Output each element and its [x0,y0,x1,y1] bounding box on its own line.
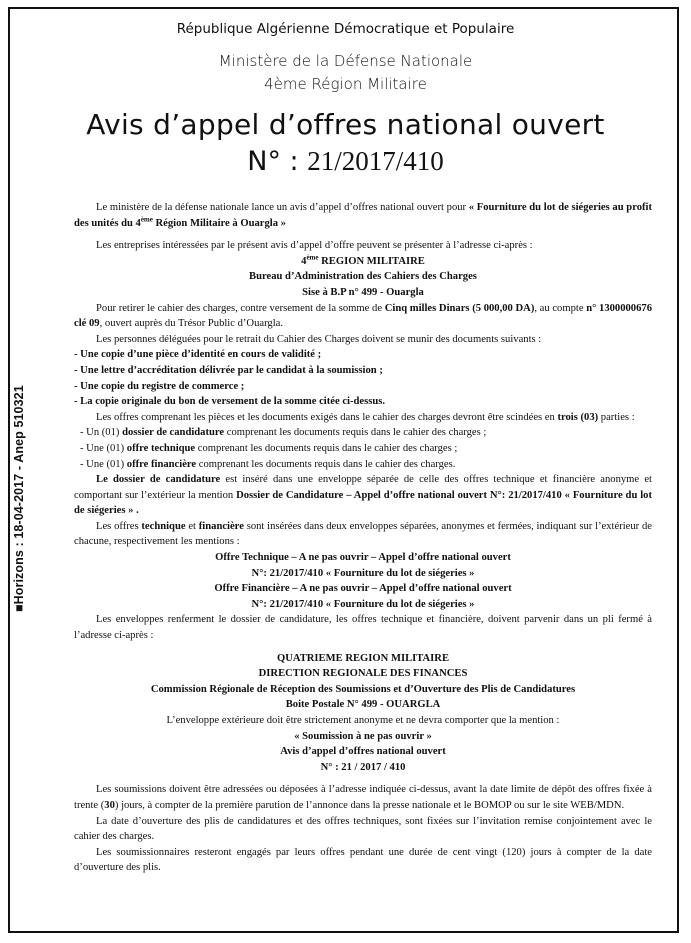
offers-paragraph: Les offres comprenant les pièces et les documents exigés dans le cahier des charges devront être scindées en trois (03) parties : [96,411,635,423]
notice-number-value: 21/2017/410 [307,146,444,176]
document-item: - La copie originale du bon de versement de la somme citée ci-dessus. [74,396,386,408]
invitation-paragraph: Les entreprises intéressées par le présent avis d’appel d’offre peuvent se présenter à l’adresse ci-après : [96,240,533,252]
republic-heading: République Algérienne Démocratique et Populaire [176,21,515,37]
mention-line-2: Avis d’appel d’offres national ouvert [280,746,446,758]
validity-paragraph: Les soumissionnaires resteront engagés par leurs offres pendant une durée de cent vingt (120) jours à compter de la date d’ouverture des plis. [74,846,652,874]
part-item: - Un (01) dossier de candidature comprenant les documents requis dans le cahier des charges ; [80,427,487,439]
envelope-instruction: L’enveloppe extérieure doit être strictement anonyme et ne devra comporter que la mention : [166,715,560,726]
side-publication-label: ■Horizons : 18-04-2017 - Anep 510321 [12,385,26,612]
financial-offer-mention: Offre Financière – A ne pas ouvrir – Appel d’offre national ouvert [214,583,512,595]
delivery-address-1: QUATRIEME REGION MILITAIRE [276,652,450,664]
delivery-address-3: Commission Régionale de Réception des Soumissions et d’Ouverture des Plis de Candidatures [150,683,576,695]
candidature-paragraph: Le dossier de candidature est inséré dans une enveloppe séparée de celle des offres technique et financière anonyme et comportant sur l’extérieur la mention Dossier de Candidature – Appel d’offre national ouvert N°: 21/2017/410 « Fourniture du lot de siégeries » . [74,474,652,517]
technical-offer-mention: Offre Technique – A ne pas ouvrir – Appel d’offre national ouvert [215,552,511,564]
opening-date-paragraph: La date d’ouverture des plis de candidatures et des offres techniques, sont fixées sur l’invitation remise conjointement avec le cahier des charges. [74,815,652,843]
technical-offer-number: N°: 21/2017/410 « Fourniture du lot de siégeries » [251,567,475,579]
delivery-address-4: Boite Postale N° 499 - OUARGLA [285,699,441,711]
payment-paragraph: Pour retirer le cahier des charges, contre versement de la somme de Cinq milles Dinars (5 000,00 DA), au compte n° 1300000676 clé 09, ouvert auprès du Trésor Public d’Ouargla. [74,302,652,330]
address-line-1: 4ème REGION MILITAIRE [301,253,425,267]
ministry-heading: Ministère de la Défense Nationale [218,52,473,70]
document-item: - Une copie du registre de commerce ; [74,380,245,392]
address-line-3: Sise à B.P n° 499 - Ouargla [302,286,424,298]
intro-paragraph: Le ministère de la défense nationale lance un avis d’appel d’offres national ouvert pour « Fourniture du lot de siégeries au profit des unités du 4ème Région Militaire à Ouargla » [74,202,652,229]
notice-title: Avis d’appel d’offres national ouvert [86,108,605,141]
notice-number-prefix: N° : [247,146,308,177]
document-item: - Une copie d’une pièce d’identité en cours de validité ; [74,349,322,361]
delivery-paragraph: Les enveloppes renferment le dossier de candidature, les offres technique et financière, doivent parvenir dans un pli fermé à l’adresse ci-après : [74,614,652,642]
mention-line-3: N° : 21 / 2017 / 410 [320,761,406,773]
notice-body [74,200,652,876]
mention-line-1: « Soumission à ne pas ouvrir » [294,730,432,742]
part-item: - Une (01) offre technique comprenant les documents requis dans le cahier des charges ; [80,442,458,454]
deadline-paragraph: Les soumissions doivent être adressées ou déposées à l’adresse indiquée ci-dessus, avant la date limite de dépôt des offres fixée à trente (30) jours, à compter de la première parution de l’annonce dans la presse nationale et le BOMOP ou sur le site WEB/MDN. [74,784,652,811]
envelopes-paragraph: Les offres technique et financière sont insérées dans deux enveloppes séparées, anonymes et fermées, indiquant sur l’extérieur de chacune, respectivement les mentions : [74,520,652,548]
region-heading: 4ème Région Militaire [264,75,427,93]
documents-intro: Les personnes déléguées pour le retrait du Cahier des Charges doivent se munir des documents suivants : [96,333,542,345]
address-line-2: Bureau d’Administration des Cahiers des Charges [249,271,477,283]
delivery-address-2: DIRECTION REGIONALE DES FINANCES [258,668,468,680]
part-item: - Une (01) offre financière comprenant les documents requis dans le cahier des charges. [80,458,456,470]
document-item: - Une lettre d’accréditation délivrée par le candidat à la soumission ; [74,364,383,376]
notice-number [0,146,691,177]
financial-offer-number: N°: 21/2017/410 « Fourniture du lot de siégeries » [251,598,475,610]
